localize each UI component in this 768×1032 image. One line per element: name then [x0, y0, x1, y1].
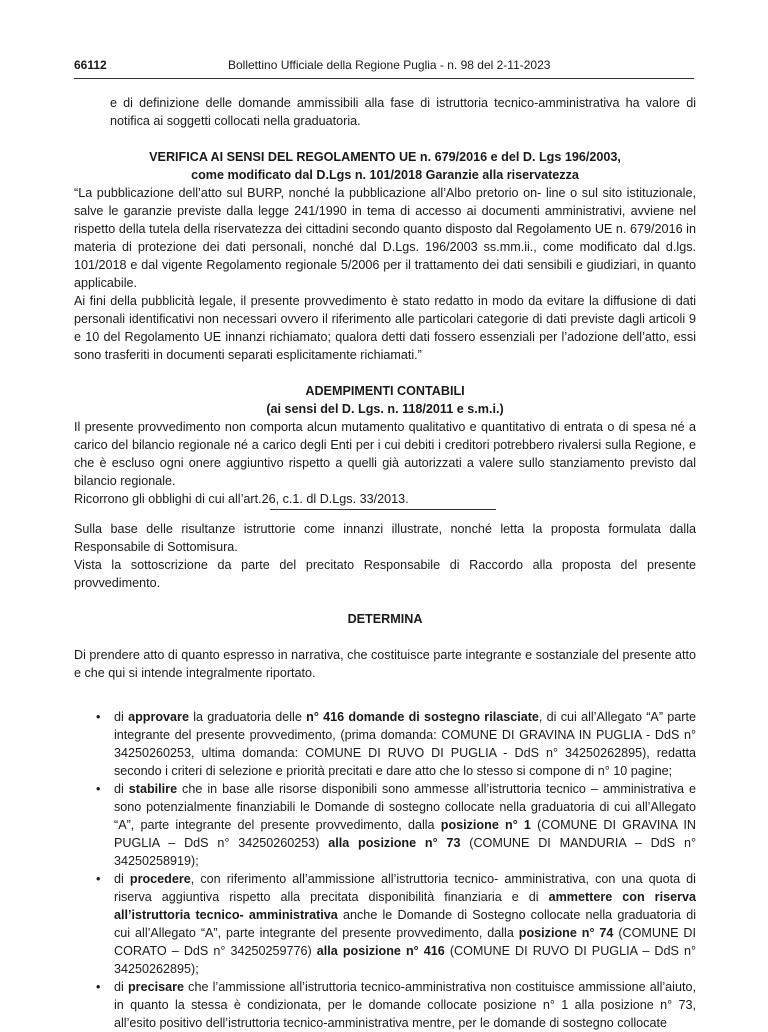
- list-item: • di approvare la graduatoria delle n° 416 domande di sostegno rilasciate, di cui all’Allegato “A” parte integrante del presente provvedimento, (prima domanda: COMUNE DI GRAVINA IN PUGLIA - DdS n° 34250260253, ultima domanda: COMUNE DI RUVO DI PUGLIA - DdS n° 34250262895), redatta secondo i criteri di selezione e priorità precitati e dare atto che lo stesso si compone di n° 10 pagine;: [96, 710, 696, 778]
- basis-paragraph-1: Sulla base delle risultanze istruttorie come innanzi illustrate, nonché letta la proposta formulata dalla Responsabile di Sottomisura.: [74, 522, 696, 554]
- determina-title: DETERMINA: [347, 612, 423, 626]
- list-item: • di stabilire che in base alle risorse disponibili sono ammesse all’istruttoria tecnico – amministrativa e sono potenzialmente finanziabili le Domande di sostegno collocate nella graduatoria di cui all’Allegato “A”, parte integrante del presente provvedimento, dalla posizione n° 1 (COMUNE DI GRAVINA IN PUGLIA – DdS n° 34250260253) alla posizione n° 73 (COMUNE DI MANDURIA – DdS n° 34250258919);: [96, 782, 697, 868]
- accounting-paragraph-1: Il presente provvedimento non comporta alcun mutamento qualitativo e quantitativo di entrata o di spesa né a carico del bilancio regionale né a carico degli Enti per i cui debiti i creditori potrebbero rivalersi sulla Regione, e che è escluso ogni onere aggiuntivo rispetto a quelli già autorizzati a valere sullo stanziamento previsto dal bilancio regionale.: [74, 420, 696, 488]
- page-number: 66112: [74, 58, 107, 72]
- intro-continuation: e di definizione delle domande ammissibili alla fase di istruttoria tecnico-amministrativa ha valore di notifica ai soggetti collocati nella graduatoria.: [110, 96, 696, 128]
- accounting-paragraph-2: Ricorrono gli obblighi di cui all’art.26, c.1. dl D.Lgs. 33/2013.: [74, 492, 409, 506]
- bullet-icon: •: [96, 782, 101, 796]
- privacy-title-line1: VERIFICA AI SENSI DEL REGOLAMENTO UE n. 679/2016 e del D. Lgs 196/2003,: [149, 150, 621, 164]
- bullet-icon: •: [96, 872, 101, 886]
- privacy-paragraph-1: “La pubblicazione dell’atto sul BURP, nonché la pubblicazione all’Albo pretorio on- line o sul sito istituzionale, salve le garanzie previste dalla legge 241/1990 in tema di accesso ai documenti amministrativi, avviene nel rispetto della tutela della riservatezza dei cittadini secondo quanto disposto dal Regolamento UE n. 679/2016 in materia di protezione dei dati personali, nonché dal D.Lgs. 196/2003 ss.mm.ii., come modificato dal d.lgs. 101/2018 e dal vigente Regolamento regionale 5/2006 per il trattamento dei dati sensibili e giudiziari, in quanto applicabile.: [74, 186, 696, 290]
- bulletin-title: Bollettino Ufficiale della Regione Puglia - n. 98 del 2-11-2023: [228, 58, 551, 72]
- header-rule: [74, 78, 694, 79]
- list-item: • di procedere, con riferimento all’ammissione all’istruttoria tecnico- amministrativa, con una quota di riserva aggiuntiva rispetto alla precitata disponibilità finanziaria e di ammettere con riserva all’istruttoria tecnico- amministrativa anche le Domande di Sostegno collocate nella graduatoria di cui all’Allegato “A”, parte integrante del presente provvedimento, dalla posizione n° 74 (COMUNE DI CORATO – DdS n° 34250259776) alla posizione n° 416 (COMUNE DI RUVO DI PUGLIA – DdS n° 34250262895);: [96, 872, 697, 976]
- basis-paragraph-2: Vista la sottoscrizione da parte del precitato Responsabile di Raccordo alla proposta del presente provvedimento.: [74, 558, 696, 590]
- page-header: [74, 58, 694, 74]
- bullet-icon: •: [96, 710, 101, 724]
- determina-intro: Di prendere atto di quanto espresso in narrativa, che costituisce parte integrante e sostanziale del presente atto e che qui si intende integralmente riportato.: [74, 648, 696, 680]
- document-body: [74, 94, 696, 1032]
- determina-list: [74, 708, 696, 1032]
- accounting-title-line2: (ai sensi del D. Lgs. n. 118/2011 e s.m.i.): [266, 402, 504, 416]
- list-item: • di precisare che l’ammissione all’istruttoria tecnico-amministrativa non costituisce ammissione all’aiuto, in quanto la stessa è condizionata, per le domande collocate posizione n° 1 alla posizione n° 73, all’esito positivo dell’istruttoria tecnico-amministrativa mentre, per le domande di sostegno collocate: [96, 980, 696, 1030]
- privacy-title-line2: come modificato dal D.Lgs n. 101/2018 Garanzie alla riservatezza: [191, 168, 579, 182]
- bullet-icon: •: [96, 980, 101, 994]
- accounting-title-line1: ADEMPIMENTI CONTABILI: [305, 384, 465, 398]
- privacy-paragraph-2: Ai fini della pubblicità legale, il presente provvedimento è stato redatto in modo da evitare la diffusione di dati personali identificativi non necessari ovvero il riferimento alle particolari categorie di dati previste dagli articoli 9 e 10 del Regolamento UE innanzi richiamato; qualora detti dati fossero essenziali per l’adozione dell’atto, essi sono trasferiti in documenti separati esplicitamente richiamati.”: [74, 294, 696, 362]
